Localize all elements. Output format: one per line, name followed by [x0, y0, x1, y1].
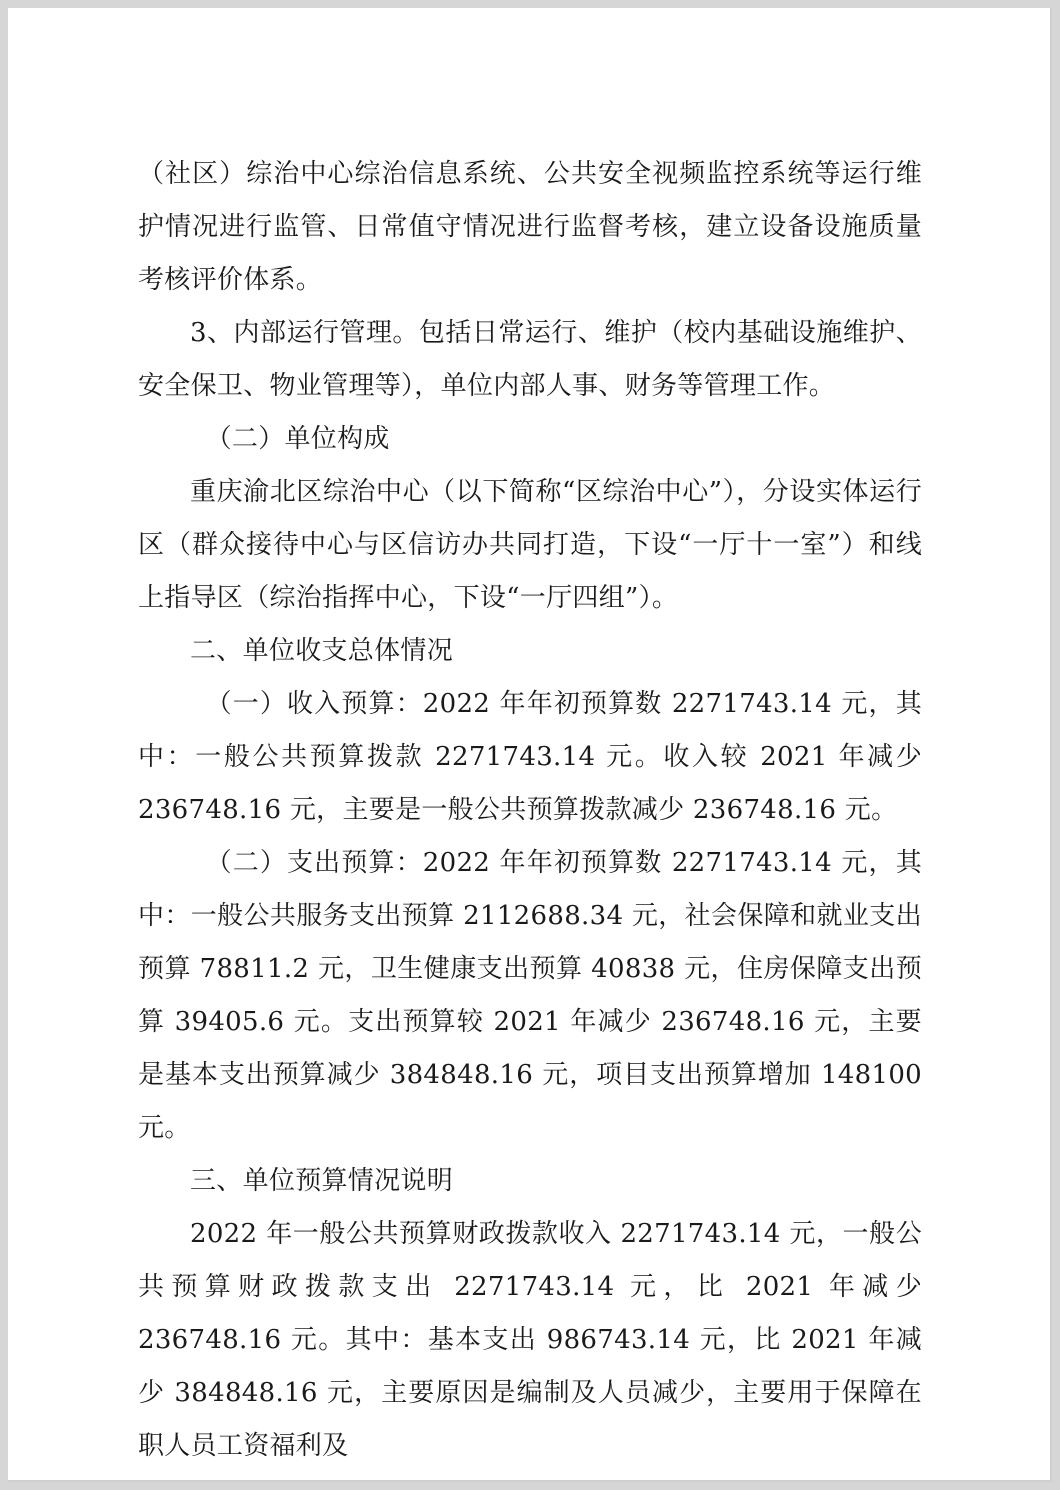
paragraph-unit-composition: 重庆渝北区综治中心（以下简称“区综治中心”），分设实体运行区（群众接待中心与区信访办共同打造，下设“一厅十一室”）和线上指导区（综治指挥中心，下设“一厅四组”）。 — [138, 477, 922, 613]
paragraph-continuation: （社区）综治中心综治信息系统、公共安全视频监控系统等运行维护情况进行监管、日常值守情况进行监督考核，建立设备设施质量考核评价体系。 — [138, 159, 922, 295]
heading-budget-explanation: 三、单位预算情况说明 — [190, 1166, 454, 1196]
heading-unit-composition: （二）单位构成 — [205, 424, 390, 454]
paragraph-expense-budget: （二）支出预算：2022 年年初预算数 2271743.14 元，其中：一般公共服务支出预算 2112688.34 元，社会保障和就业支出预算 78811.2 元，卫生健康支出预算 40838 元，住房保障支出预算 39405.6 元。支出预算较 2021 年减少 236748.16 元，主要是基本支出预算减少 384848.16 元，项目支出预算增加 148100 元。 — [138, 848, 922, 1143]
paragraph-income-budget: （一）收入预算：2022 年年初预算数 2271743.14 元，其中：一般公共预算拨款 2271743.14 元。收入较 2021 年减少 236748.16 元，主要是一般公共预算拨款减少 236748.16 元。 — [138, 689, 922, 825]
paragraph-internal-operations: 3、内部运行管理。包括日常运行、维护（校内基础设施维护、安全保卫、物业管理等），单位内部人事、财务等管理工作。 — [138, 318, 922, 401]
heading-income-expense-overview: 二、单位收支总体情况 — [190, 636, 454, 666]
document-page — [8, 8, 1052, 1482]
document-body — [138, 148, 922, 1473]
paragraph-budget-explanation: 2022 年一般公共预算财政拨款收入 2271743.14 元，一般公共预算财政拨款支出 2271743.14 元，比 2021 年减少 236748.16 元。其中：基本支出 986743.14 元，比 2021 年减少 384848.16 元，主要原因是编制及人员减少，主要用于保障在职人员工资福利及 — [138, 1219, 922, 1461]
